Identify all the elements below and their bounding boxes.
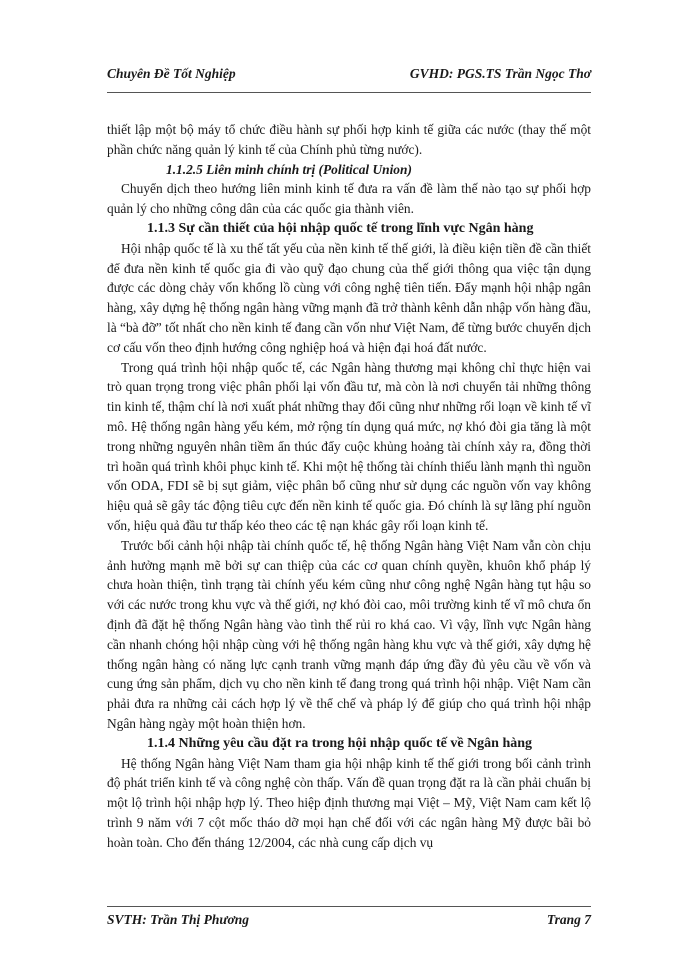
page-number: Trang 7 <box>546 912 591 927</box>
footer-divider <box>107 906 591 907</box>
paragraph-requirements: Hệ thống Ngân hàng Việt Nam tham gia hội nhập kinh tế thế giới trong bối cảnh trình độ phát triển kinh tế và công nghệ còn thấp. Vấn đề quan trọng đặt ra là cần phải chuẩn bị một lộ trình hội nhập hợp lý. Theo hiệp định thương mại Việt – Mỹ, Việt Nam cam kết lộ trình 9 năm với 7 cột mốc tháo dỡ mọi hạn chế đối với các ngân hàng Mỹ được bãi bỏ hoàn toàn. Cho đến tháng 12/2004, các nhà cung cấp dịch vụ <box>107 755 591 850</box>
page-header <box>107 66 591 86</box>
header-divider <box>107 92 591 93</box>
paragraph-necessity-2: Trong quá trình hội nhập quốc tế, các Ngân hàng thương mại không chỉ thực hiện vai trò quan trọng trong việc phân phối lại vốn đầu tư, mà còn là nơi chuyển tải những thông tin kinh tế, thậm chí là nơi xuất phát những thay đổi cũng như những rối loạn về kinh tế vĩ mô. Hệ thống ngân hàng yếu kém, mở rộng tín dụng quá mức, nợ khó đòi gia tăng là một trong những nguyên nhân tiềm ẩn thúc đẩy cuộc khủng hoảng tài chính xảy ra, đồng thời trì hoãn quá trình khôi phục kinh tế. Khi một hệ thống tài chính thiếu lành mạnh thì nguồn vốn ODA, FDI sẽ bị sụt giảm, việc phân bổ cũng như sử dụng các nguồn vốn vay không hiệu quả sẽ gây tác động tiêu cực đến nền kinh tế quốc gia. Đó chính là sự lãng phí nguồn vốn, hiệu quả đầu tư thấp kéo theo các tệ nạn khác gây rối loạn kinh tế. <box>107 359 591 533</box>
heading-1-1-2-5: 1.1.2.5 Liên minh chính trị (Political Union) <box>166 161 412 177</box>
document-body <box>107 120 591 852</box>
footer-author: SVTH: Trần Thị Phương <box>107 912 249 927</box>
paragraph-political-union: Chuyển dịch theo hướng liên minh kinh tế đưa ra vấn đề làm thế nào tạo sự phối hợp quản lý cho những công dân của các quốc gia thành viên. <box>107 181 591 217</box>
header-title: Chuyên Đề Tốt Nghiệp <box>107 66 236 81</box>
paragraph-necessity-1: Hội nhập quốc tế là xu thế tất yếu của nền kinh tế thế giới, là điều kiện tiền đề cần thiết để đưa nền kinh tế quốc gia đi vào quỹ đạo chung của thế giới thông qua việc tận dụng được các dòng chảy vốn khổng lồ cùng với công nghệ tiên tiến. Đẩy mạnh hội nhập ngân hàng, xây dựng hệ thống ngân hàng vững mạnh đã trở thành kênh dẫn nhập vốn hàng đầu, là “bà đỡ” tốt nhất cho nền kinh tế đang cần vốn như Việt Nam, để từng bước chuyển dịch cơ cấu vốn theo định hướng công nghiệp hoá và hiện đại hoá đất nước. <box>107 240 591 355</box>
page-footer <box>107 912 591 932</box>
header-advisor: GVHD: PGS.TS Trần Ngọc Thơ <box>409 66 591 81</box>
paragraph-intro: thiết lập một bộ máy tổ chức điều hành sự phối hợp kinh tế giữa các nước (thay thế một phần chức năng quản lý kinh tế của Chính phủ từng nước). <box>107 122 591 157</box>
heading-1-1-4: 1.1.4 Những yêu cầu đặt ra trong hội nhập quốc tế về Ngân hàng <box>147 735 533 751</box>
heading-1-1-3: 1.1.3 Sự cần thiết của hội nhập quốc tế trong lĩnh vực Ngân hàng <box>147 220 534 236</box>
paragraph-necessity-3: Trước bối cảnh hội nhập tài chính quốc tế, hệ thống Ngân hàng Việt Nam vẫn còn chịu ảnh hưởng mạnh mẽ bởi sự can thiệp của các cơ quan chính quyền, khuôn khổ pháp lý chưa hoàn thiện, tình trạng tài chính yếu kém cũng như công nghệ Ngân hàng tụt hậu so với các nước trong khu vực và thế giới, nợ khó đòi cao, môi trường kinh tế vĩ mô chưa ổn định đã đặt hệ thống Ngân hàng vào tình thế rủi ro khá cao. Vì vậy, lĩnh vực Ngân hàng cần nhanh chóng hội nhập cùng với hệ thống ngân hàng khu vực và thế giới, xây dựng hệ thống ngân hàng có năng lực cạnh tranh vững mạnh đáp ứng đầy đủ yêu cầu về vốn và cung ứng sản phẩm, dịch vụ cho nền kinh tế đang trong quá trình hội nhập. Việt Nam cần phải đưa ra những cải cách hợp lý về thể chế và pháp lý để giúp cho quá trình hội nhập Ngân hàng ngày một hoàn thiện hơn. <box>107 537 591 731</box>
